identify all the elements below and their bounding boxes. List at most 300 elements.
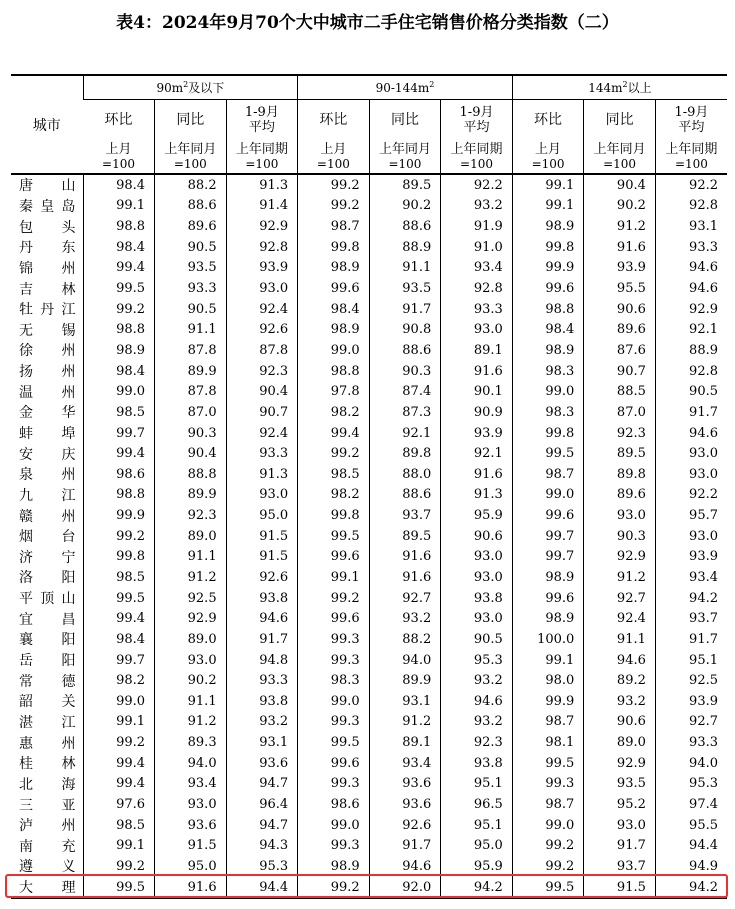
city-name: 扬州 [19,364,76,381]
index-value-mom: 98.4 [83,629,155,650]
index-value-yoy: 90.4 [584,174,656,196]
index-value-yoy: 91.2 [584,567,656,588]
index-value-mom: 99.1 [512,196,584,217]
index-value-yoy: 93.7 [369,505,441,526]
index-value-yoy: 93.4 [369,753,441,774]
index-value-avg: 89.1 [441,340,513,361]
index-value-yoy: 93.3 [155,278,227,299]
index-value-yoy: 90.2 [369,196,441,217]
index-value-avg: 93.0 [226,278,298,299]
index-value-yoy: 89.5 [369,526,441,547]
index-value-avg: 95.7 [655,505,727,526]
index-value-mom: 99.0 [512,381,584,402]
table-row [11,794,727,815]
index-value-yoy: 93.6 [369,774,441,795]
index-value-mom: 99.2 [83,732,155,753]
city-name: 九江 [19,487,76,504]
index-value-mom: 98.7 [512,712,584,733]
table-row [11,196,727,217]
index-value-mom: 99.4 [83,753,155,774]
index-value-avg: 91.3 [226,464,298,485]
index-value-avg: 93.4 [441,258,513,279]
index-value-mom: 98.5 [83,567,155,588]
index-value-yoy: 93.2 [369,608,441,629]
index-value-yoy: 88.6 [369,216,441,237]
index-value-yoy: 94.0 [155,753,227,774]
index-value-avg: 93.6 [226,753,298,774]
index-value-yoy: 87.3 [369,402,441,423]
index-value-mom: 98.8 [83,216,155,237]
index-value-yoy: 93.5 [584,774,656,795]
index-value-yoy: 89.9 [155,361,227,382]
table-row [11,278,727,299]
index-value-yoy: 87.6 [584,340,656,361]
index-value-mom: 99.3 [298,836,370,857]
index-value-yoy: 93.5 [155,258,227,279]
table-row [11,670,727,691]
index-value-mom: 99.1 [83,836,155,857]
table-row [11,485,727,506]
index-value-avg: 94.2 [655,877,727,899]
index-value-yoy: 91.5 [155,836,227,857]
index-value-mom: 98.0 [512,670,584,691]
index-value-yoy: 89.8 [369,443,441,464]
city-name: 赣州 [19,508,76,525]
index-value-avg: 93.9 [655,691,727,712]
index-value-mom: 99.5 [83,588,155,609]
index-value-yoy: 94.6 [584,650,656,671]
index-value-yoy: 88.9 [369,237,441,258]
index-value-yoy: 88.6 [369,485,441,506]
index-value-mom: 99.2 [298,877,370,899]
index-value-mom: 98.4 [298,299,370,320]
index-value-mom: 98.5 [83,815,155,836]
index-value-avg: 92.1 [655,319,727,340]
index-value-yoy: 92.3 [155,505,227,526]
index-value-yoy: 91.7 [369,299,441,320]
index-value-avg: 93.9 [441,423,513,444]
index-value-mom: 99.2 [83,299,155,320]
index-value-yoy: 93.5 [369,278,441,299]
index-value-mom: 99.5 [512,443,584,464]
index-value-mom: 99.2 [298,196,370,217]
index-value-avg: 93.2 [441,670,513,691]
index-value-yoy: 93.0 [584,815,656,836]
index-value-yoy: 88.0 [369,464,441,485]
index-value-yoy: 95.5 [584,278,656,299]
index-value-mom: 98.2 [298,402,370,423]
index-value-mom: 98.4 [512,319,584,340]
index-value-yoy: 88.2 [155,174,227,196]
index-value-yoy: 89.9 [155,485,227,506]
city-name: 南充 [19,838,76,855]
index-value-yoy: 90.6 [584,712,656,733]
index-value-mom: 99.3 [512,774,584,795]
index-value-mom: 98.2 [298,485,370,506]
index-value-avg: 94.6 [226,608,298,629]
city-name: 平顶山 [19,591,76,608]
index-value-avg: 91.9 [441,216,513,237]
index-value-mom: 99.4 [83,608,155,629]
table-row [11,526,727,547]
index-value-mom: 99.9 [512,691,584,712]
index-value-mom: 98.9 [512,567,584,588]
index-value-yoy: 93.7 [584,856,656,877]
table-row [11,381,727,402]
index-value-mom: 99.5 [83,877,155,899]
index-value-avg: 90.5 [441,629,513,650]
table-row [11,402,727,423]
table-row [11,836,727,857]
index-value-avg: 91.7 [226,629,298,650]
index-value-yoy: 87.8 [155,381,227,402]
index-value-avg: 93.7 [655,608,727,629]
index-value-avg: 94.0 [655,753,727,774]
city-name: 金华 [19,405,76,422]
index-value-avg: 93.3 [226,670,298,691]
index-value-yoy: 89.5 [584,443,656,464]
index-value-mom: 99.5 [83,278,155,299]
index-value-yoy: 88.8 [155,464,227,485]
index-value-mom: 98.9 [83,340,155,361]
index-value-avg: 95.3 [226,856,298,877]
index-value-avg: 92.4 [226,299,298,320]
index-value-avg: 90.5 [655,381,727,402]
index-value-avg: 92.4 [226,423,298,444]
index-value-avg: 90.4 [226,381,298,402]
highlight-box-dali [5,874,728,898]
index-value-mom: 99.5 [298,732,370,753]
index-value-avg: 95.0 [441,836,513,857]
index-value-yoy: 89.0 [155,526,227,547]
index-value-mom: 100.0 [512,629,584,650]
index-value-yoy: 91.1 [155,691,227,712]
index-value-mom: 99.6 [512,278,584,299]
city-name: 丹东 [19,240,76,257]
index-value-yoy: 93.4 [155,774,227,795]
index-value-mom: 99.8 [298,237,370,258]
index-value-mom: 99.1 [512,174,584,196]
index-value-mom: 98.4 [83,174,155,196]
city-column-header: 城市 [11,75,83,174]
index-value-mom: 99.6 [298,608,370,629]
index-value-avg: 92.3 [441,732,513,753]
index-value-mom: 99.2 [83,526,155,547]
index-value-avg: 90.9 [441,402,513,423]
index-value-yoy: 91.2 [155,712,227,733]
index-value-yoy: 95.0 [155,856,227,877]
index-value-yoy: 90.8 [369,319,441,340]
index-value-avg: 96.4 [226,794,298,815]
index-value-avg: 92.6 [226,319,298,340]
col-header-mom: 环比 [512,100,584,141]
index-value-mom: 99.4 [83,258,155,279]
index-value-yoy: 92.6 [369,815,441,836]
index-value-mom: 98.9 [512,608,584,629]
city-name: 湛江 [19,714,76,731]
index-value-yoy: 92.0 [369,877,441,899]
index-value-mom: 99.4 [83,443,155,464]
table-row [11,567,727,588]
index-value-yoy: 92.4 [584,608,656,629]
index-value-avg: 97.4 [655,794,727,815]
city-name: 襄阳 [19,632,76,649]
index-value-mom: 99.3 [298,774,370,795]
base-header-yoy: 上年同月 =100 [584,140,656,174]
table-row [11,216,727,237]
index-value-yoy: 89.6 [584,319,656,340]
index-value-avg: 93.3 [226,443,298,464]
index-value-mom: 99.8 [512,423,584,444]
index-value-yoy: 93.0 [584,505,656,526]
index-value-avg: 92.2 [655,485,727,506]
index-value-yoy: 92.9 [584,547,656,568]
city-name: 北海 [19,776,76,793]
index-value-mom: 99.3 [298,629,370,650]
base-header-avg: 上年同期 =100 [441,140,513,174]
index-value-mom: 99.5 [512,753,584,774]
base-header-avg: 上年同期 =100 [655,140,727,174]
index-value-avg: 94.3 [226,836,298,857]
index-value-mom: 99.3 [298,650,370,671]
index-value-avg: 92.3 [226,361,298,382]
index-value-avg: 90.7 [226,402,298,423]
index-value-mom: 99.0 [298,815,370,836]
index-value-mom: 99.0 [83,381,155,402]
base-header-yoy: 上年同月 =100 [369,140,441,174]
index-value-yoy: 90.5 [155,299,227,320]
table-row [11,340,727,361]
city-name: 牡丹江 [19,302,76,319]
index-value-yoy: 89.5 [369,174,441,196]
index-value-mom: 98.3 [512,361,584,382]
index-value-yoy: 90.4 [155,443,227,464]
index-value-avg: 93.4 [655,567,727,588]
index-value-yoy: 89.8 [584,464,656,485]
index-value-avg: 95.3 [655,774,727,795]
index-value-mom: 98.9 [298,856,370,877]
index-value-yoy: 91.5 [584,877,656,899]
index-value-avg: 94.7 [226,774,298,795]
index-value-mom: 99.6 [512,505,584,526]
index-value-avg: 93.0 [226,485,298,506]
index-value-yoy: 93.0 [155,650,227,671]
table-body [11,174,727,898]
index-value-mom: 99.2 [83,856,155,877]
table-row [11,588,727,609]
index-value-yoy: 92.9 [584,753,656,774]
index-value-yoy: 91.1 [369,258,441,279]
index-value-yoy: 87.4 [369,381,441,402]
index-value-avg: 92.9 [226,216,298,237]
index-value-avg: 93.3 [441,299,513,320]
index-value-yoy: 91.7 [584,836,656,857]
index-value-avg: 93.0 [655,526,727,547]
index-value-mom: 99.7 [83,423,155,444]
index-value-yoy: 87.8 [155,340,227,361]
index-value-yoy: 90.6 [584,299,656,320]
index-value-mom: 99.0 [298,691,370,712]
index-value-mom: 99.8 [298,505,370,526]
index-value-yoy: 88.6 [369,340,441,361]
index-value-avg: 92.5 [655,670,727,691]
index-value-mom: 98.7 [512,794,584,815]
index-value-avg: 93.1 [655,216,727,237]
base-header-mom: 上月 =100 [83,140,155,174]
index-value-avg: 93.0 [441,319,513,340]
index-value-mom: 99.7 [83,650,155,671]
index-value-avg: 95.3 [441,650,513,671]
index-value-avg: 93.9 [226,258,298,279]
table-row [11,299,727,320]
table-row [11,258,727,279]
index-value-avg: 93.0 [441,608,513,629]
index-value-avg: 95.1 [655,650,727,671]
index-value-avg: 93.9 [655,547,727,568]
index-value-mom: 99.7 [512,547,584,568]
index-value-avg: 91.5 [226,547,298,568]
index-value-avg: 94.4 [226,877,298,899]
index-value-mom: 99.8 [512,237,584,258]
city-name: 韶关 [19,694,76,711]
index-value-avg: 91.3 [226,174,298,196]
index-value-avg: 94.2 [441,877,513,899]
index-value-mom: 99.2 [512,856,584,877]
index-value-avg: 92.8 [226,237,298,258]
index-value-mom: 99.2 [298,443,370,464]
group-header-row [11,75,727,100]
index-value-yoy: 91.7 [369,836,441,857]
city-name: 徐州 [19,343,76,360]
city-name: 锦州 [19,260,76,277]
table-row [11,629,727,650]
index-value-avg: 93.3 [655,732,727,753]
city-name: 大理 [11,877,83,899]
index-value-mom: 99.5 [298,526,370,547]
index-value-yoy: 90.2 [155,670,227,691]
index-value-mom: 99.4 [83,774,155,795]
index-value-avg: 93.0 [441,567,513,588]
index-value-yoy: 91.6 [369,547,441,568]
index-value-mom: 99.3 [298,712,370,733]
table-row [11,464,727,485]
index-value-avg: 93.2 [441,196,513,217]
index-value-mom: 98.3 [298,670,370,691]
index-value-mom: 98.7 [298,216,370,237]
index-value-yoy: 93.2 [584,691,656,712]
index-value-yoy: 89.9 [369,670,441,691]
index-value-yoy: 89.3 [155,732,227,753]
index-value-mom: 98.9 [298,319,370,340]
table-row [11,753,727,774]
index-value-avg: 95.9 [441,856,513,877]
col-header-mom: 环比 [298,100,370,141]
city-name: 无锡 [19,322,76,339]
index-value-yoy: 91.6 [584,237,656,258]
index-value-avg: 94.6 [655,278,727,299]
city-name: 岳阳 [19,653,76,670]
index-value-avg: 92.8 [655,196,727,217]
index-value-mom: 99.8 [83,547,155,568]
index-value-avg: 90.6 [441,526,513,547]
index-value-yoy: 93.0 [155,794,227,815]
group-header-small: $90m^2$及以下 [83,75,298,100]
index-value-yoy: 90.7 [584,361,656,382]
index-value-mom: 97.8 [298,381,370,402]
city-name: 温州 [19,384,76,401]
table-row [11,423,727,444]
city-name: 洛阳 [19,570,76,587]
index-value-yoy: 89.1 [369,732,441,753]
index-value-mom: 98.6 [298,794,370,815]
index-value-yoy: 87.0 [584,402,656,423]
index-value-yoy: 92.7 [584,588,656,609]
col-header-yoy: 同比 [584,100,656,141]
index-value-avg: 92.7 [655,712,727,733]
index-value-avg: 93.8 [226,691,298,712]
city-name: 吉林 [19,281,76,298]
index-value-yoy: 91.1 [155,319,227,340]
index-value-mom: 98.9 [512,216,584,237]
index-value-mom: 99.7 [512,526,584,547]
base-header-row [11,140,727,174]
col-header-mom: 环比 [104,111,133,128]
index-value-mom: 98.9 [512,340,584,361]
index-value-avg: 90.1 [441,381,513,402]
index-value-avg: 91.3 [441,485,513,506]
price-index-table [11,74,727,899]
index-value-avg: 96.5 [441,794,513,815]
table-row [11,732,727,753]
table-row [11,774,727,795]
index-value-yoy: 92.7 [369,588,441,609]
index-value-yoy: 90.2 [584,196,656,217]
index-value-yoy: 93.1 [369,691,441,712]
city-name: 安庆 [19,446,76,463]
index-value-yoy: 93.6 [155,815,227,836]
base-header-mom: 上月 =100 [512,140,584,174]
city-name: 烟台 [19,529,76,546]
index-value-yoy: 91.2 [369,712,441,733]
index-value-mom: 99.4 [298,423,370,444]
index-value-yoy: 94.6 [369,856,441,877]
city-name: 常德 [19,673,76,690]
index-value-avg: 94.6 [655,258,727,279]
index-value-yoy: 91.2 [584,216,656,237]
table-row [11,712,727,733]
index-value-mom: 99.6 [298,753,370,774]
index-value-mom: 99.0 [512,815,584,836]
index-value-avg: 95.1 [441,815,513,836]
index-value-yoy: 88.2 [369,629,441,650]
index-value-avg: 93.1 [226,732,298,753]
index-value-avg: 94.7 [226,815,298,836]
city-name: 遵义 [19,859,76,876]
index-value-mom: 99.5 [512,877,584,899]
index-value-mom: 98.3 [512,402,584,423]
index-value-yoy: 95.2 [584,794,656,815]
index-value-yoy: 92.1 [369,423,441,444]
index-value-yoy: 88.6 [155,196,227,217]
index-value-yoy: 91.6 [155,877,227,899]
index-value-mom: 98.2 [83,670,155,691]
metric-header-row [11,100,727,141]
index-value-mom: 99.9 [83,505,155,526]
index-value-yoy: 89.2 [584,670,656,691]
index-value-mom: 99.0 [298,340,370,361]
index-value-yoy: 93.6 [369,794,441,815]
index-value-yoy: 91.1 [155,547,227,568]
